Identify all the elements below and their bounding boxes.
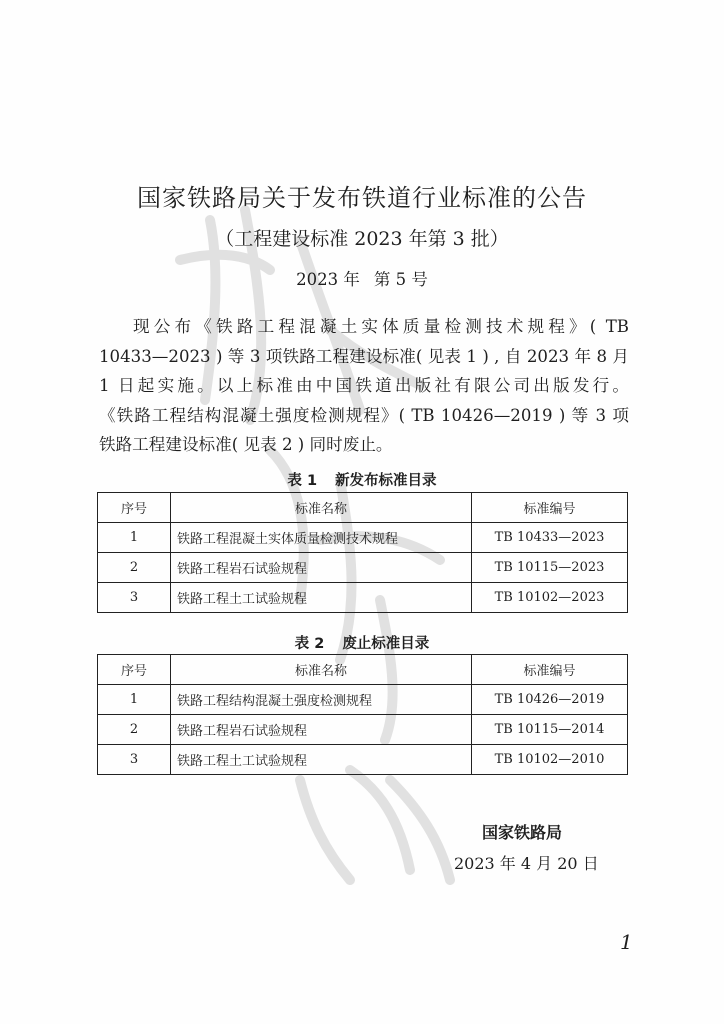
body-line: 铁路工程建设标准( 见表 2 ) 同时废止。 bbox=[99, 435, 393, 454]
notice-body bbox=[99, 312, 629, 460]
table1-caption-number: 表 1 bbox=[287, 473, 318, 489]
table1-caption bbox=[0, 469, 724, 490]
cell-index: 3 bbox=[98, 583, 171, 613]
cell-code: TB 10102—2010 bbox=[472, 745, 628, 775]
cell-name: 铁路工程岩石试验规程 bbox=[171, 715, 472, 745]
cell-index: 1 bbox=[98, 685, 171, 715]
page-number: 1 bbox=[620, 930, 633, 954]
table1-caption-title: 新发布标准目录 bbox=[335, 473, 437, 489]
cell-name: 铁路工程土工试验规程 bbox=[171, 583, 472, 613]
cell-index: 1 bbox=[98, 523, 171, 553]
cell-code: TB 10115—2014 bbox=[472, 715, 628, 745]
table-header-row bbox=[98, 493, 628, 523]
cell-code: TB 10426—2019 bbox=[472, 685, 628, 715]
body-line: 《铁路工程结构混凝土强度检测规程》( TB 10426—2019 ) 等 3 项 bbox=[99, 405, 629, 425]
header-cell-name: 标准名称 bbox=[171, 493, 472, 523]
issue-line bbox=[0, 266, 724, 290]
issuer-name: 国家铁路局 bbox=[482, 823, 563, 842]
issue-date: 2023 年 4 月 20 日 bbox=[454, 854, 599, 873]
cell-code: TB 10115—2023 bbox=[472, 553, 628, 583]
header-cell-index: 序号 bbox=[98, 655, 171, 685]
cell-name: 铁路工程结构混凝土强度检测规程 bbox=[171, 685, 472, 715]
header-cell-code: 标准编号 bbox=[472, 655, 628, 685]
table2-caption-number: 表 2 bbox=[294, 636, 325, 652]
notice-title: 国家铁路局关于发布铁道行业标准的公告 bbox=[137, 184, 587, 212]
header-cell-code: 标准编号 bbox=[472, 493, 628, 523]
cell-index: 2 bbox=[98, 715, 171, 745]
notice-subtitle: （工程建设标准 2023 年第 3 批） bbox=[215, 228, 509, 250]
table2-caption-title: 废止标准目录 bbox=[342, 636, 430, 652]
cell-code: TB 10433—2023 bbox=[472, 523, 628, 553]
table-row bbox=[98, 523, 628, 553]
abolished-standards-table bbox=[97, 654, 628, 775]
body-line: 1 日起实施。以上标准由中国铁道出版社有限公司出版发行。 bbox=[99, 376, 629, 395]
cell-name: 铁路工程混凝土实体质量检测技术规程 bbox=[171, 523, 472, 553]
cell-index: 3 bbox=[98, 745, 171, 775]
issue-number: 第 5 号 bbox=[373, 270, 428, 289]
new-standards-table bbox=[97, 492, 628, 613]
table-row bbox=[98, 715, 628, 745]
body-line: 现公布《铁路工程混凝土实体质量检测技术规程》( TB bbox=[133, 317, 629, 336]
cell-name: 铁路工程土工试验规程 bbox=[171, 745, 472, 775]
table-header-row bbox=[98, 655, 628, 685]
table-row bbox=[98, 553, 628, 583]
header-cell-index: 序号 bbox=[98, 493, 171, 523]
cell-code: TB 10102—2023 bbox=[472, 583, 628, 613]
table-row bbox=[98, 745, 628, 775]
table-row bbox=[98, 685, 628, 715]
issue-year: 2023 年 bbox=[296, 270, 360, 289]
table2-caption bbox=[0, 632, 724, 653]
cell-name: 铁路工程岩石试验规程 bbox=[171, 553, 472, 583]
cell-index: 2 bbox=[98, 553, 171, 583]
header-cell-name: 标准名称 bbox=[171, 655, 472, 685]
table-row bbox=[98, 583, 628, 613]
body-line: 10433—2023 ) 等 3 项铁路工程建设标准( 见表 1 ) , 自 2023 年 8 月 bbox=[99, 346, 629, 366]
